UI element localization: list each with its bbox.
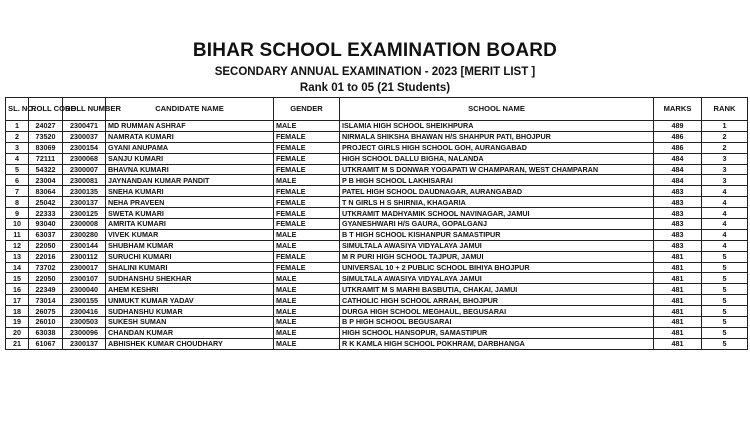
- col-header-school-name: SCHOOL NAME: [340, 98, 654, 121]
- cell-candidate-name: AHEM KESHRI: [106, 284, 274, 295]
- cell-roll-number: 2300007: [63, 164, 106, 175]
- cell-sl-no: 9: [6, 208, 29, 219]
- cell-marks: 481: [654, 317, 702, 328]
- cell-rank: 5: [702, 295, 748, 306]
- cell-gender: FEMALE: [274, 142, 340, 153]
- cell-marks: 481: [654, 295, 702, 306]
- table-row: [6, 284, 748, 295]
- cell-roll-code: 63038: [29, 327, 63, 338]
- cell-rank: 4: [702, 229, 748, 240]
- table-header-row: [6, 98, 748, 121]
- cell-rank: 5: [702, 251, 748, 262]
- cell-roll-code: 22050: [29, 240, 63, 251]
- cell-gender: MALE: [274, 295, 340, 306]
- cell-candidate-name: SWETA KUMARI: [106, 208, 274, 219]
- cell-marks: 483: [654, 240, 702, 251]
- cell-roll-code: 73702: [29, 262, 63, 273]
- cell-candidate-name: BHAVNA KUMARI: [106, 164, 274, 175]
- cell-school-name: B P HIGH SCHOOL BEGUSARAI: [340, 317, 654, 328]
- col-header-candidate-name: CANDIDATE NAME: [106, 98, 274, 121]
- cell-candidate-name: CHANDAN KUMAR: [106, 327, 274, 338]
- cell-gender: MALE: [274, 284, 340, 295]
- cell-school-name: SIMULTALA AWASIYA VIDYALAYA JAMUI: [340, 240, 654, 251]
- cell-rank: 4: [702, 208, 748, 219]
- cell-roll-code: 22333: [29, 208, 63, 219]
- cell-candidate-name: NAMRATA KUMARI: [106, 131, 274, 142]
- col-header-rank: RANK: [702, 98, 748, 121]
- cell-candidate-name: VIVEK KUMAR: [106, 229, 274, 240]
- table-row: [6, 229, 748, 240]
- col-header-sl-no: SL. NO.: [6, 98, 29, 121]
- cell-roll-code: 26010: [29, 317, 63, 328]
- cell-roll-number: 2300096: [63, 327, 106, 338]
- cell-rank: 5: [702, 327, 748, 338]
- cell-sl-no: 15: [6, 273, 29, 284]
- cell-school-name: R K KAMLA HIGH SCHOOL POKHRAM, DARBHANGA: [340, 338, 654, 349]
- cell-sl-no: 1: [6, 121, 29, 132]
- merit-table: [5, 97, 748, 350]
- cell-gender: FEMALE: [274, 219, 340, 230]
- cell-marks: 483: [654, 208, 702, 219]
- cell-marks: 481: [654, 306, 702, 317]
- document-subtitle: SECONDARY ANNUAL EXAMINATION - 2023 [MERIT LIST ]: [214, 66, 536, 78]
- cell-roll-code: 24027: [29, 121, 63, 132]
- cell-sl-no: 2: [6, 131, 29, 142]
- cell-marks: 481: [654, 262, 702, 273]
- cell-school-name: T N GIRLS H S SHIRNIA, KHAGARIA: [340, 197, 654, 208]
- cell-gender: MALE: [274, 306, 340, 317]
- cell-marks: 483: [654, 229, 702, 240]
- cell-roll-number: 2300137: [63, 338, 106, 349]
- table-row: [6, 142, 748, 153]
- cell-sl-no: 13: [6, 251, 29, 262]
- cell-marks: 481: [654, 251, 702, 262]
- cell-sl-no: 6: [6, 175, 29, 186]
- cell-candidate-name: MD RUMMAN ASHRAF: [106, 121, 274, 132]
- cell-gender: MALE: [274, 338, 340, 349]
- rank-range-heading: Rank 01 to 05 (21 Students): [299, 82, 451, 94]
- cell-sl-no: 14: [6, 262, 29, 273]
- cell-rank: 3: [702, 153, 748, 164]
- cell-roll-number: 2300112: [63, 251, 106, 262]
- cell-candidate-name: SUDHANSHU KUMAR: [106, 306, 274, 317]
- cell-school-name: ISLAMIA HIGH SCHOOL SHEIKHPURA: [340, 121, 654, 132]
- cell-candidate-name: SANJU KUMARI: [106, 153, 274, 164]
- cell-roll-code: 54322: [29, 164, 63, 175]
- cell-school-name: UTKRAMIT MADHYAMIK SCHOOL NAVINAGAR, JAMUI: [340, 208, 654, 219]
- cell-sl-no: 19: [6, 317, 29, 328]
- table-row: [6, 262, 748, 273]
- cell-rank: 1: [702, 121, 748, 132]
- cell-rank: 5: [702, 273, 748, 284]
- cell-sl-no: 17: [6, 295, 29, 306]
- cell-roll-number: 2300107: [63, 273, 106, 284]
- cell-rank: 2: [702, 131, 748, 142]
- cell-gender: MALE: [274, 175, 340, 186]
- cell-school-name: P B HIGH SCHOOL LAKHISARAI: [340, 175, 654, 186]
- table-row: [6, 251, 748, 262]
- cell-roll-number: 2300068: [63, 153, 106, 164]
- cell-roll-number: 2300416: [63, 306, 106, 317]
- cell-roll-code: 61067: [29, 338, 63, 349]
- cell-rank: 5: [702, 306, 748, 317]
- col-header-roll-number: ROLL NUMBER: [63, 98, 106, 121]
- cell-sl-no: 21: [6, 338, 29, 349]
- cell-roll-number: 2300125: [63, 208, 106, 219]
- cell-gender: MALE: [274, 121, 340, 132]
- cell-school-name: NIRMALA SHIKSHA BHAWAN H/S SHAHPUR PATI, BHOJPUR: [340, 131, 654, 142]
- cell-rank: 5: [702, 317, 748, 328]
- cell-roll-code: 22016: [29, 251, 63, 262]
- cell-roll-code: 63037: [29, 229, 63, 240]
- cell-gender: FEMALE: [274, 131, 340, 142]
- table-row: [6, 153, 748, 164]
- cell-school-name: UTKRAMIT M S MARHI BASBUTIA, CHAKAI, JAMUI: [340, 284, 654, 295]
- cell-roll-code: 83069: [29, 142, 63, 153]
- cell-school-name: UTKRAMIT M S DONWAR YOGAPATI W CHAMPARAN, WEST CHAMPARAN: [340, 164, 654, 175]
- col-header-marks: MARKS: [654, 98, 702, 121]
- cell-marks: 484: [654, 175, 702, 186]
- cell-marks: 483: [654, 186, 702, 197]
- cell-candidate-name: UNMUKT KUMAR YADAV: [106, 295, 274, 306]
- cell-marks: 481: [654, 327, 702, 338]
- table-row: [6, 208, 748, 219]
- cell-school-name: PATEL HIGH SCHOOL DAUDNAGAR, AURANGABAD: [340, 186, 654, 197]
- cell-roll-number: 2300503: [63, 317, 106, 328]
- cell-roll-number: 2300154: [63, 142, 106, 153]
- cell-sl-no: 8: [6, 197, 29, 208]
- cell-rank: 5: [702, 338, 748, 349]
- document-title: BIHAR SCHOOL EXAMINATION BOARD: [192, 40, 558, 61]
- cell-gender: FEMALE: [274, 262, 340, 273]
- cell-gender: MALE: [274, 273, 340, 284]
- table-row: [6, 175, 748, 186]
- cell-roll-code: 83064: [29, 186, 63, 197]
- cell-roll-number: 2300040: [63, 284, 106, 295]
- cell-roll-number: 2300037: [63, 131, 106, 142]
- cell-roll-code: 73014: [29, 295, 63, 306]
- cell-marks: 481: [654, 284, 702, 295]
- cell-marks: 481: [654, 338, 702, 349]
- cell-candidate-name: NEHA PRAVEEN: [106, 197, 274, 208]
- cell-marks: 486: [654, 142, 702, 153]
- cell-rank: 3: [702, 164, 748, 175]
- cell-marks: 483: [654, 219, 702, 230]
- cell-rank: 4: [702, 197, 748, 208]
- cell-school-name: SIMULTALA AWASIYA VIDYALAYA JAMUI: [340, 273, 654, 284]
- table-row: [6, 273, 748, 284]
- cell-candidate-name: AMRITA KUMARI: [106, 219, 274, 230]
- table-row: [6, 219, 748, 230]
- cell-sl-no: 7: [6, 186, 29, 197]
- cell-sl-no: 5: [6, 164, 29, 175]
- cell-gender: FEMALE: [274, 197, 340, 208]
- cell-candidate-name: SUKESH SUMAN: [106, 317, 274, 328]
- cell-candidate-name: ABHISHEK KUMAR CHOUDHARY: [106, 338, 274, 349]
- cell-candidate-name: SUDHANSHU SHEKHAR: [106, 273, 274, 284]
- cell-sl-no: 11: [6, 229, 29, 240]
- cell-roll-number: 2300017: [63, 262, 106, 273]
- cell-sl-no: 18: [6, 306, 29, 317]
- cell-gender: FEMALE: [274, 164, 340, 175]
- cell-marks: 483: [654, 197, 702, 208]
- cell-sl-no: 12: [6, 240, 29, 251]
- cell-school-name: HIGH SCHOOL HANSOPUR, SAMASTIPUR: [340, 327, 654, 338]
- cell-rank: 4: [702, 186, 748, 197]
- cell-rank: 4: [702, 219, 748, 230]
- cell-rank: 4: [702, 240, 748, 251]
- cell-rank: 2: [702, 142, 748, 153]
- cell-candidate-name: JAYNANDAN KUMAR PANDIT: [106, 175, 274, 186]
- cell-roll-number: 2300135: [63, 186, 106, 197]
- cell-roll-code: 22349: [29, 284, 63, 295]
- cell-marks: 481: [654, 273, 702, 284]
- cell-rank: 5: [702, 284, 748, 295]
- cell-roll-number: 2300081: [63, 175, 106, 186]
- table-row: [6, 317, 748, 328]
- cell-school-name: M R PURI HIGH SCHOOL TAJPUR, JAMUI: [340, 251, 654, 262]
- cell-marks: 489: [654, 121, 702, 132]
- cell-roll-number: 2300137: [63, 197, 106, 208]
- cell-roll-code: 93040: [29, 219, 63, 230]
- cell-roll-code: 23004: [29, 175, 63, 186]
- cell-school-name: CATHOLIC HIGH SCHOOL ARRAH, BHOJPUR: [340, 295, 654, 306]
- table-row: [6, 240, 748, 251]
- table-row: [6, 164, 748, 175]
- cell-school-name: PROJECT GIRLS HIGH SCHOOL GOH, AURANGABAD: [340, 142, 654, 153]
- cell-sl-no: 16: [6, 284, 29, 295]
- cell-marks: 484: [654, 164, 702, 175]
- table-row: [6, 295, 748, 306]
- cell-rank: 5: [702, 262, 748, 273]
- cell-candidate-name: SHALINI KUMARI: [106, 262, 274, 273]
- cell-candidate-name: SURUCHI KUMARI: [106, 251, 274, 262]
- cell-gender: FEMALE: [274, 251, 340, 262]
- cell-sl-no: 20: [6, 327, 29, 338]
- cell-roll-number: 2300155: [63, 295, 106, 306]
- cell-gender: FEMALE: [274, 153, 340, 164]
- table-row: [6, 327, 748, 338]
- cell-roll-number: 2300144: [63, 240, 106, 251]
- cell-gender: FEMALE: [274, 208, 340, 219]
- cell-marks: 486: [654, 131, 702, 142]
- cell-candidate-name: SNEHA KUMARI: [106, 186, 274, 197]
- cell-roll-code: 26075: [29, 306, 63, 317]
- cell-sl-no: 3: [6, 142, 29, 153]
- cell-gender: MALE: [274, 229, 340, 240]
- table-row: [6, 121, 748, 132]
- cell-roll-code: 72111: [29, 153, 63, 164]
- cell-roll-code: 22050: [29, 273, 63, 284]
- cell-gender: MALE: [274, 240, 340, 251]
- cell-roll-code: 73520: [29, 131, 63, 142]
- col-header-gender: GENDER: [274, 98, 340, 121]
- table-row: [6, 306, 748, 317]
- cell-school-name: DURGA HIGH SCHOOL MEGHAUL, BEGUSARAI: [340, 306, 654, 317]
- cell-roll-number: 2300280: [63, 229, 106, 240]
- cell-sl-no: 10: [6, 219, 29, 230]
- col-header-roll-code: ROLL CODE: [29, 98, 63, 121]
- cell-roll-code: 25042: [29, 197, 63, 208]
- table-row: [6, 186, 748, 197]
- cell-gender: MALE: [274, 317, 340, 328]
- cell-marks: 484: [654, 153, 702, 164]
- table-row: [6, 197, 748, 208]
- cell-school-name: B T HIGH SCHOOL KISHANPUR SAMASTIPUR: [340, 229, 654, 240]
- cell-roll-number: 2300471: [63, 121, 106, 132]
- cell-sl-no: 4: [6, 153, 29, 164]
- cell-school-name: HIGH SCHOOL DALLU BIGHA, NALANDA: [340, 153, 654, 164]
- cell-candidate-name: SHUBHAM KUMAR: [106, 240, 274, 251]
- cell-gender: FEMALE: [274, 186, 340, 197]
- table-row: [6, 131, 748, 142]
- table-row: [6, 338, 748, 349]
- cell-roll-number: 2300008: [63, 219, 106, 230]
- cell-school-name: GYANESHWARI H/S GAURA, GOPALGANJ: [340, 219, 654, 230]
- cell-school-name: UNIVERSAL 10 + 2 PUBLIC SCHOOL BIHIYA BHOJPUR: [340, 262, 654, 273]
- cell-gender: MALE: [274, 327, 340, 338]
- cell-candidate-name: GYANI ANUPAMA: [106, 142, 274, 153]
- merit-table-body: [6, 121, 748, 350]
- cell-rank: 3: [702, 175, 748, 186]
